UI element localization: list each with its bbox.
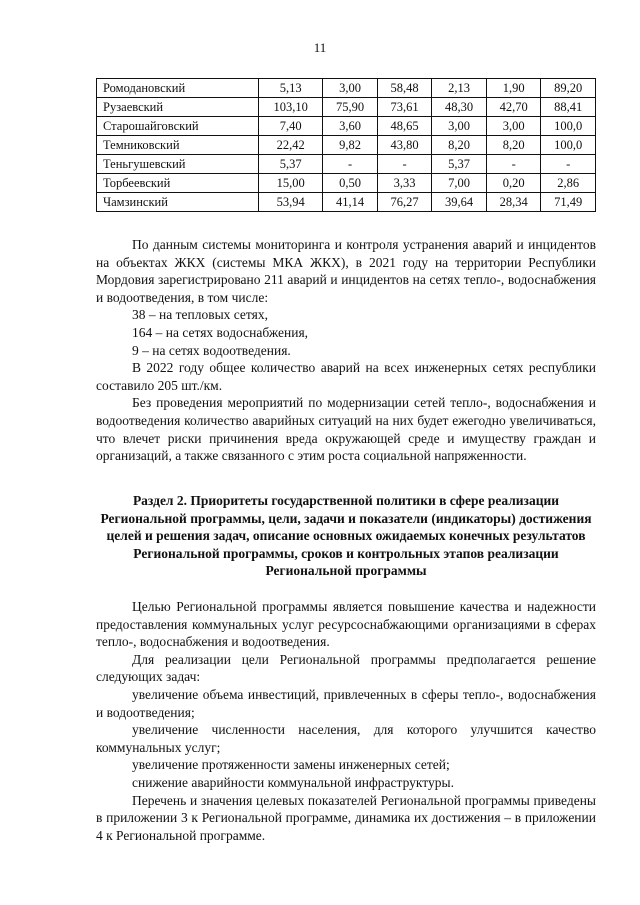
value-cell: 8,20: [432, 136, 487, 155]
table-row: [97, 174, 596, 193]
district-name-cell: Темниковский: [97, 136, 259, 155]
table-row: [97, 155, 596, 174]
value-cell: 0,50: [323, 174, 378, 193]
value-cell: 2,86: [541, 174, 596, 193]
list-item-water: 164 – на сетях водоснабжения,: [132, 324, 309, 340]
value-cell: 8,20: [486, 136, 541, 155]
value-cell: 48,30: [432, 98, 487, 117]
table-row: [97, 79, 596, 98]
value-cell: 103,10: [259, 98, 323, 117]
value-cell: -: [541, 155, 596, 174]
district-name-cell: Старошайговский: [97, 117, 259, 136]
paragraph-accidents-2021: По данным системы мониторинга и контроля устранения аварий и инцидентов на объектах ЖКХ (системы МКА ЖКХ), в 2021 году на территории Республики Мордовия зарегистрировано 211 аварий и инцидентов на сетях тепло-, водоснабжения и водоотведения, в том числе:: [96, 237, 596, 305]
value-cell: 100,0: [541, 117, 596, 136]
district-name-cell: Рузаевский: [97, 98, 259, 117]
paragraph-accidents-2022: В 2022 году общее количество аварий на всех инженерных сетях республики составило 205 шт./км.: [96, 360, 596, 393]
page-number: 11: [313, 40, 327, 55]
district-name-cell: Теньгушевский: [97, 155, 259, 174]
value-cell: 5,37: [432, 155, 487, 174]
value-cell: 3,33: [377, 174, 432, 193]
paragraph-goal: Целью Региональной программы является повышение качества и надежности предоставления коммунальных услуг ресурсоснабжающими организациями в сферах тепло-, водоснабжения и водоотведения.: [96, 599, 596, 650]
value-cell: 3,60: [323, 117, 378, 136]
value-cell: 22,42: [259, 136, 323, 155]
body-text-block: [96, 236, 596, 465]
value-cell: 39,64: [432, 193, 487, 212]
value-cell: -: [486, 155, 541, 174]
value-cell: 73,61: [377, 98, 432, 117]
table-row: [97, 98, 596, 117]
value-cell: 88,41: [541, 98, 596, 117]
value-cell: 71,49: [541, 193, 596, 212]
value-cell: 53,94: [259, 193, 323, 212]
value-cell: 2,13: [432, 79, 487, 98]
district-name-cell: Ромодановский: [97, 79, 259, 98]
districts-table: [96, 78, 596, 212]
value-cell: 7,40: [259, 117, 323, 136]
table-row: [97, 136, 596, 155]
value-cell: 28,34: [486, 193, 541, 212]
goals-text-block: [96, 598, 596, 844]
value-cell: 5,13: [259, 79, 323, 98]
value-cell: 58,48: [377, 79, 432, 98]
value-cell: 3,00: [432, 117, 487, 136]
value-cell: 48,65: [377, 117, 432, 136]
value-cell: 1,90: [486, 79, 541, 98]
value-cell: 100,0: [541, 136, 596, 155]
paragraph-risks: Без проведения мероприятий по модернизации сетей тепло-, водоснабжения и водоотведения количество аварийных ситуаций на них будет ежегодно увеличиваться, что влечет риски причинения вреда окружающей среде и имуществу граждан и организаций, а также связанного с этим роста социальной напряженности.: [96, 395, 596, 464]
district-name-cell: Чамзинский: [97, 193, 259, 212]
task-population: увеличение численности населения, для которого улучшится качество коммунальных услуг;: [96, 722, 596, 755]
task-network-replacement: увеличение протяженности замены инженерных сетей;: [132, 757, 450, 773]
value-cell: 89,20: [541, 79, 596, 98]
value-cell: 43,80: [377, 136, 432, 155]
task-accident-reduction: снижение аварийности коммунальной инфраструктуры.: [132, 774, 454, 790]
table-row: [97, 193, 596, 212]
value-cell: 5,37: [259, 155, 323, 174]
task-investment: увеличение объема инвестиций, привлеченных в сферы тепло-, водоснабжения и водоотведения;: [96, 686, 596, 720]
value-cell: 76,27: [377, 193, 432, 212]
section-2-heading: [96, 492, 596, 580]
value-cell: 41,14: [323, 193, 378, 212]
value-cell: 7,00: [432, 174, 487, 193]
value-cell: 3,00: [323, 79, 378, 98]
value-cell: 3,00: [486, 117, 541, 136]
value-cell: 15,00: [259, 174, 323, 193]
section-2-title: Раздел 2. Приоритеты государственной политики в сфере реализации Региональной программы, цели, задачи и показатели (индикаторы) достижения целей и решения задач, описание основных ожидаемых конечных результатов Региональной программы, сроков и контрольных этапов реализации Региональной программы: [100, 493, 592, 579]
district-name-cell: Торбеевский: [97, 174, 259, 193]
value-cell: 42,70: [486, 98, 541, 117]
value-cell: 9,82: [323, 136, 378, 155]
paragraph-indicators: Перечень и значения целевых показателей Региональной программы приведены в приложении 3 к Региональной программе, динамика их достижения – в приложении 4 к Региональной программе.: [96, 792, 596, 843]
paragraph-tasks-intro: Для реализации цели Региональной программы предполагается решение следующих задач:: [96, 651, 596, 685]
list-item-sewage: 9 – на сетях водоотведения.: [132, 342, 291, 358]
value-cell: 0,20: [486, 174, 541, 193]
value-cell: 75,90: [323, 98, 378, 117]
list-item-heat: 38 – на тепловых сетях,: [132, 307, 268, 323]
table-row: [97, 117, 596, 136]
value-cell: -: [323, 155, 378, 174]
value-cell: -: [377, 155, 432, 174]
